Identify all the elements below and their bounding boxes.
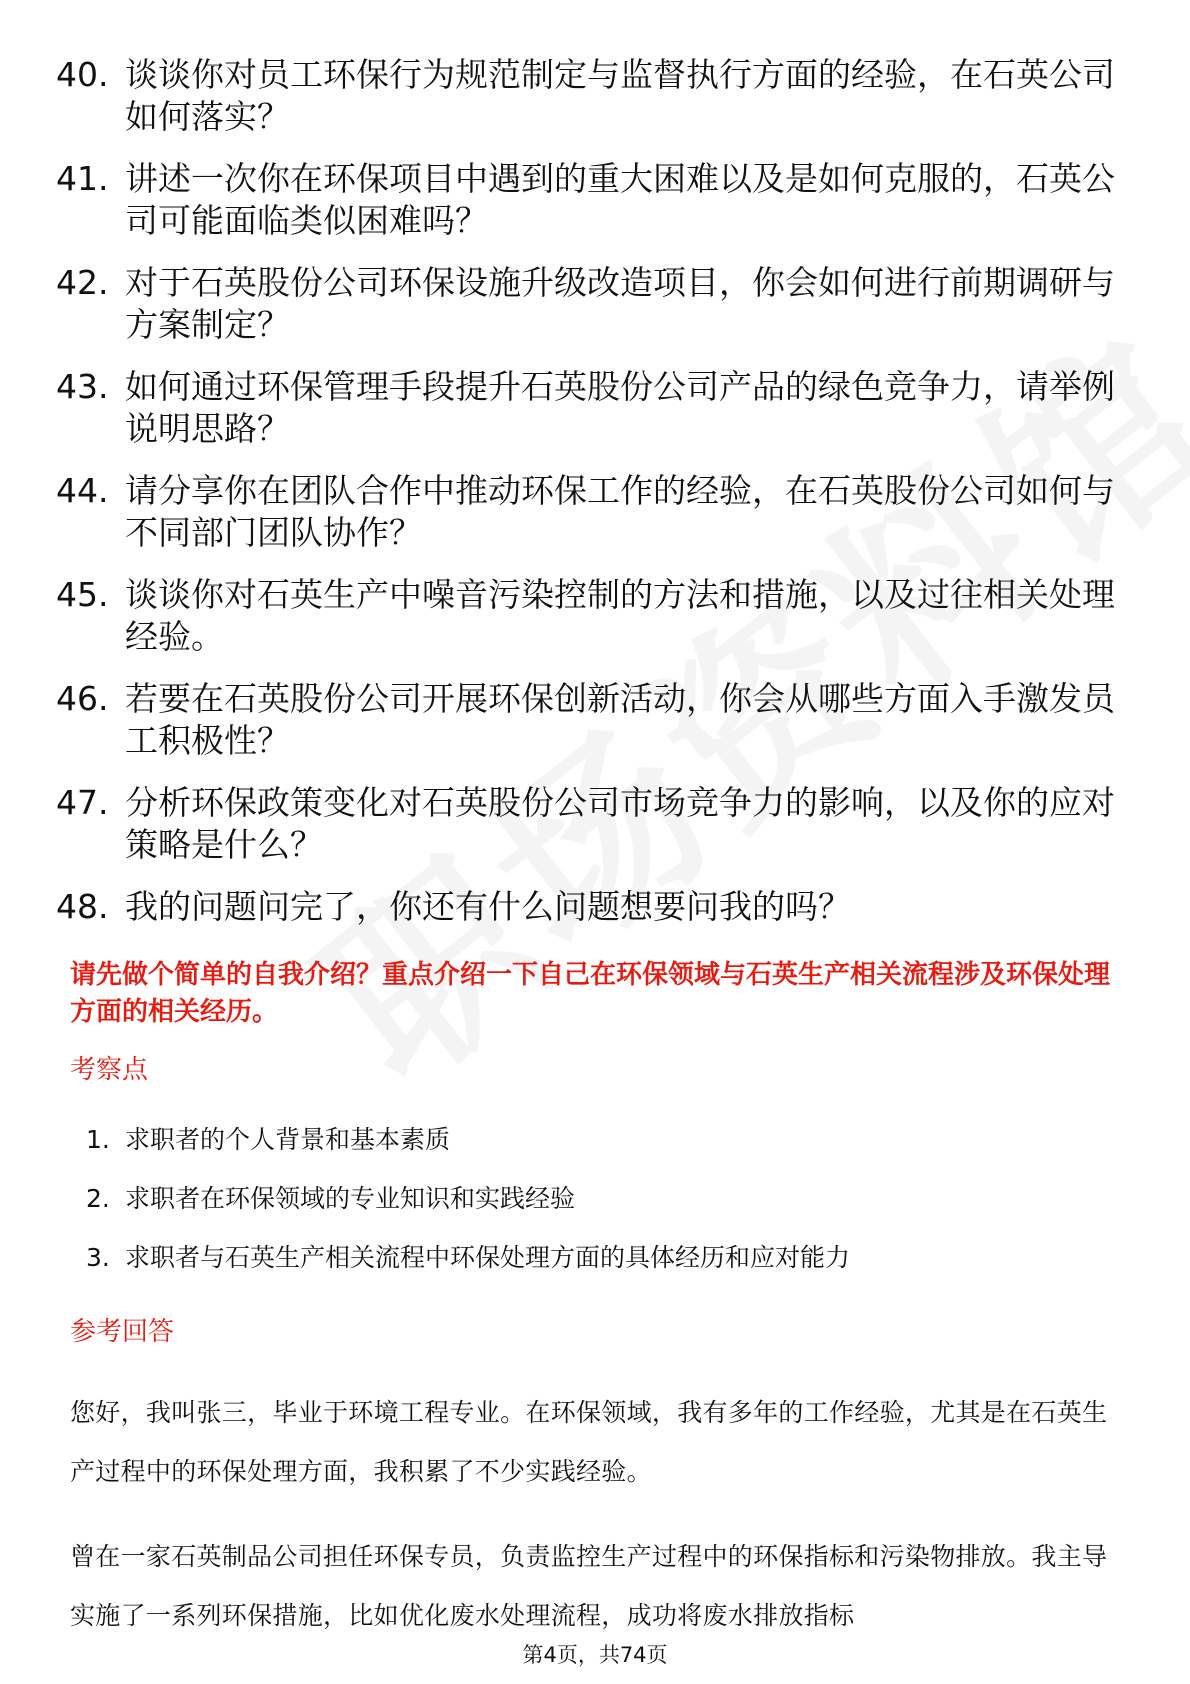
question-number: 47.	[56, 783, 109, 822]
assessment-point-number: 2.	[86, 1184, 110, 1213]
question-text: 对于石英股份公司环保设施升级改造项目，你会如何进行前期调研与方案制定？	[125, 263, 1115, 344]
question-text: 如何通过环保管理手段提升石英股份公司产品的绿色竞争力，请举例说明思路？	[125, 367, 1115, 448]
assessment-point-text: 求职者在环保领域的专业知识和实践经验	[125, 1184, 576, 1213]
question-item	[0, 568, 1190, 672]
assessment-point	[0, 1241, 1190, 1300]
reference-paragraph: 您好，我叫张三，毕业于环境工程专业。在环保领域，我有多年的工作经验，尤其是在石英生产过程中的环保处理方面，我积累了不少实践经验。	[70, 1398, 1108, 1486]
question-number: 48.	[56, 887, 109, 926]
question-item	[0, 256, 1190, 360]
question-text: 我的问题问完了，你还有什么问题想要问我的吗？	[125, 887, 851, 926]
assessment-point-number: 1.	[86, 1125, 110, 1154]
question-list	[0, 48, 1190, 984]
question-text: 请分享你在团队合作中推动环保工作的经验，在石英股份公司如何与不同部门团队协作？	[125, 471, 1115, 552]
question-number: 43.	[56, 367, 109, 406]
assessment-point-text: 求职者的个人背景和基本素质	[125, 1125, 451, 1154]
question-item	[0, 776, 1190, 880]
assessment-point	[0, 1182, 1190, 1241]
question-number: 44.	[56, 471, 109, 510]
question-item	[0, 152, 1190, 256]
question-number: 46.	[56, 679, 109, 718]
question-item	[0, 464, 1190, 568]
question-text: 谈谈你对石英生产中噪音污染控制的方法和措施，以及过往相关处理经验。	[125, 575, 1115, 656]
question-number: 45.	[56, 575, 109, 614]
assessment-point-text: 求职者与石英生产相关流程中环保处理方面的具体经历和应对能力	[125, 1243, 851, 1272]
assessment-point	[0, 1123, 1190, 1182]
question-text: 若要在石英股份公司开展环保创新活动，你会从哪些方面入手激发员工积极性？	[125, 679, 1115, 760]
assessment-point-number: 3.	[86, 1243, 110, 1272]
reference-paragraph: 曾在一家石英制品公司担任环保专员，负责监控生产过程中的环保指标和污染物排放。我主导实施了一系列环保措施，比如优化废水处理流程，成功将废水排放指标	[70, 1542, 1108, 1630]
question-text: 谈谈你对员工环保行为规范制定与监督执行方面的经验，在石英公司如何落实？	[125, 55, 1115, 136]
reference-answer-label: 参考回答	[70, 1317, 175, 1347]
assessment-label: 考察点	[70, 1055, 149, 1085]
question-number: 41.	[56, 159, 109, 198]
question-item	[0, 672, 1190, 776]
assessment-point-list	[0, 1123, 1190, 1300]
featured-question: 请先做个简单的自我介绍？重点介绍一下自己在环保领域与石英生产相关流程涉及环保处理方面的相关经历。	[70, 960, 1111, 1027]
question-text: 讲述一次你在环保项目中遇到的重大困难以及是如何克服的，石英公司可能面临类似困难吗？	[125, 159, 1115, 240]
question-number: 40.	[56, 55, 109, 94]
question-item	[0, 360, 1190, 464]
question-number: 42.	[56, 263, 109, 302]
question-text: 分析环保政策变化对石英股份公司市场竞争力的影响，以及你的应对策略是什么？	[125, 783, 1115, 864]
page-footer: 第4页，共74页	[522, 1643, 668, 1667]
question-item	[0, 48, 1190, 152]
